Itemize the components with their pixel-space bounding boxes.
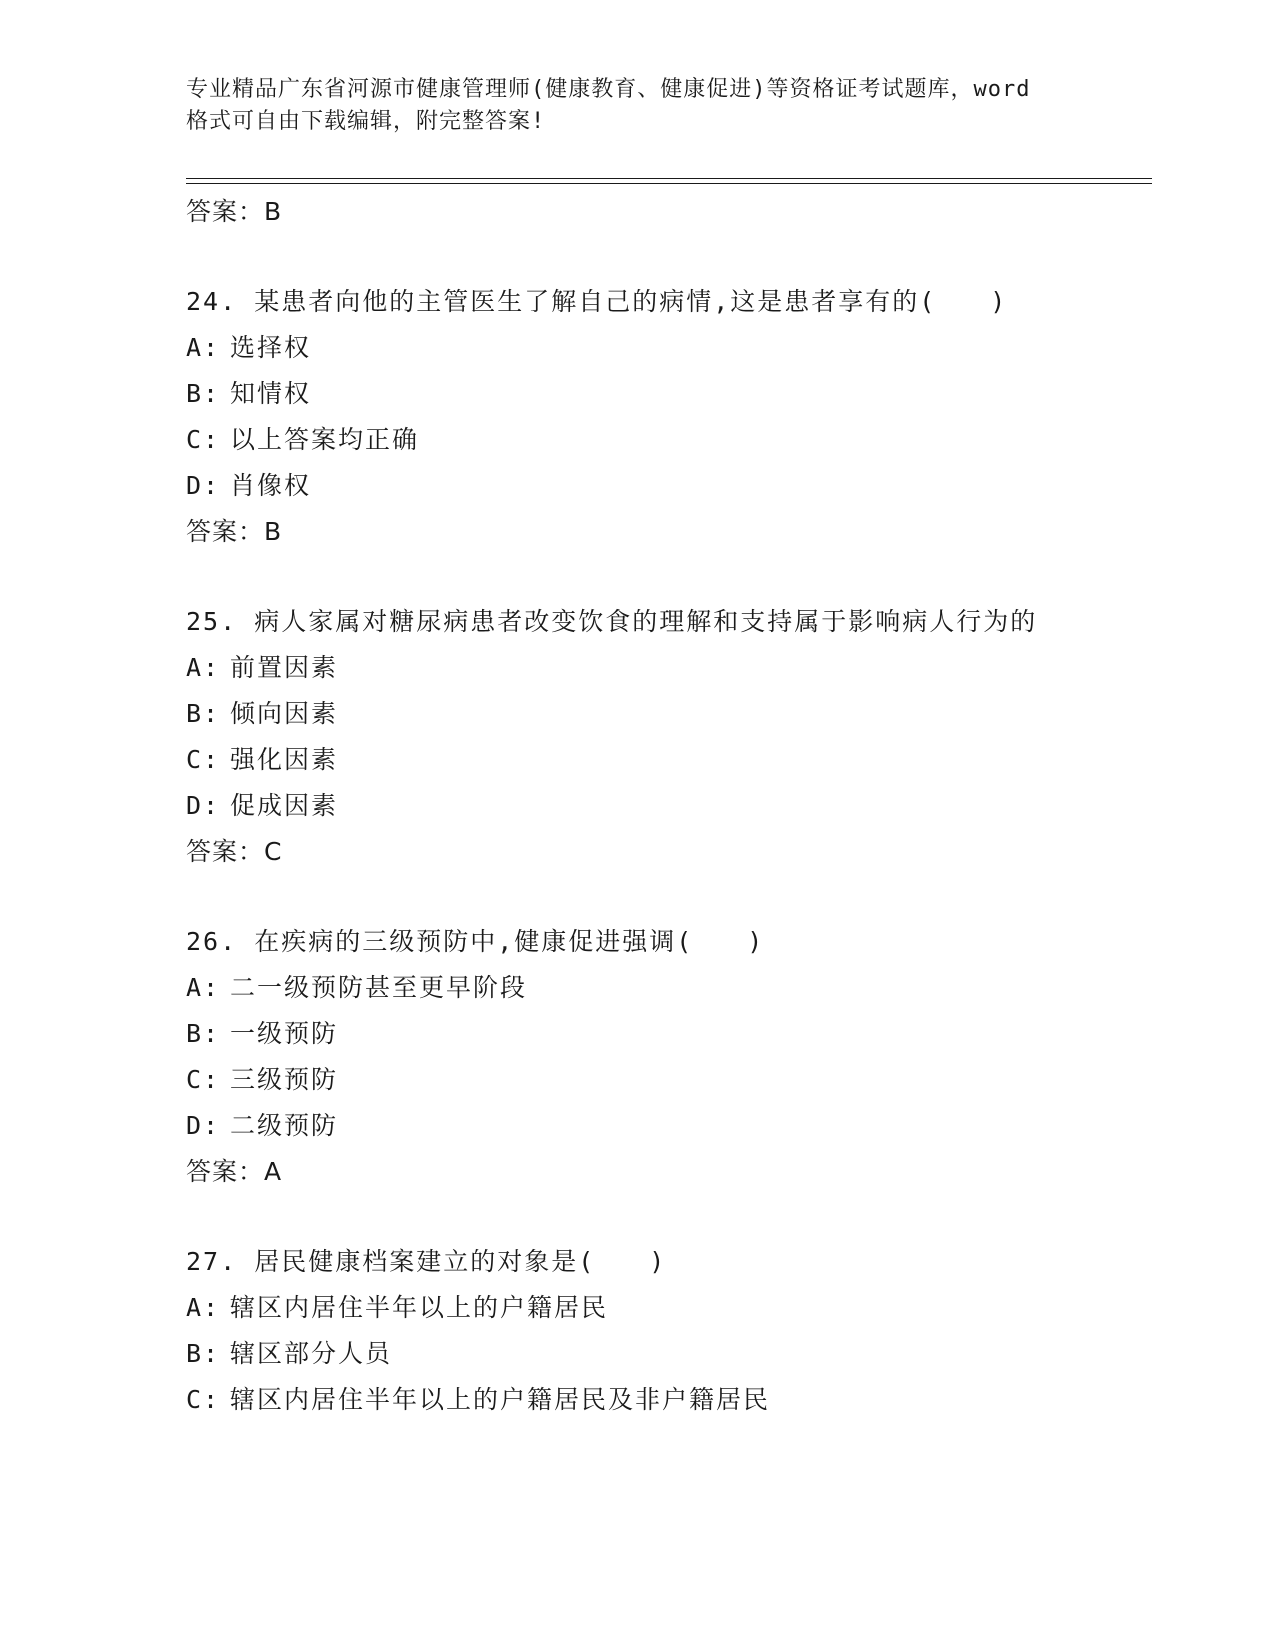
- option-c: [186, 1377, 1086, 1423]
- question-text: 27. 居民健康档案建立的对象是( ): [186, 1247, 667, 1276]
- option-label: D:: [186, 471, 221, 500]
- header-line-1: 专业精品广东省河源市健康管理师(健康教育、健康促进)等资格证考试题库，word: [186, 77, 1031, 102]
- option-b: [186, 371, 1086, 417]
- option-label: C:: [186, 745, 221, 774]
- option-label: B:: [186, 1019, 221, 1048]
- option-text: 三级预防: [230, 1065, 339, 1094]
- option-text: 二级预防: [230, 1111, 339, 1140]
- option-text: 一级预防: [230, 1019, 339, 1048]
- header-divider-bottom: [186, 183, 1152, 184]
- option-text: 辖区部分人员: [230, 1339, 393, 1368]
- question-list: [186, 189, 1086, 1423]
- answer-line: 答案：A: [186, 1157, 283, 1186]
- option-c: [186, 737, 1086, 783]
- option-label: B:: [186, 699, 221, 728]
- option-label: A:: [186, 973, 221, 1002]
- option-b: [186, 1011, 1086, 1057]
- option-text: 以上答案均正确: [230, 425, 420, 454]
- answer-line: 答案：B: [186, 517, 283, 546]
- question-25: [186, 599, 1086, 875]
- answer-line: 答案：C: [186, 837, 283, 866]
- option-a: [186, 325, 1086, 371]
- header-divider-top: [186, 178, 1152, 179]
- question-text: 25. 病人家属对糖尿病患者改变饮食的理解和支持属于影响病人行为的: [186, 607, 1038, 636]
- option-c: [186, 417, 1086, 463]
- option-c: [186, 1057, 1086, 1103]
- option-b: [186, 1331, 1086, 1377]
- option-b: [186, 691, 1086, 737]
- option-text: 肖像权: [230, 471, 312, 500]
- option-label: C:: [186, 1065, 221, 1094]
- question-24: [186, 279, 1086, 555]
- header-line-2: 格式可自由下载编辑，附完整答案!: [186, 109, 546, 134]
- document-header: [186, 74, 1086, 138]
- option-text: 前置因素: [230, 653, 339, 682]
- answer-line: 答案：B: [186, 197, 283, 226]
- option-label: D:: [186, 791, 221, 820]
- option-a: [186, 965, 1086, 1011]
- option-text: 倾向因素: [230, 699, 339, 728]
- option-label: A:: [186, 653, 221, 682]
- option-label: D:: [186, 1111, 221, 1140]
- option-label: A:: [186, 1293, 221, 1322]
- option-label: C:: [186, 1385, 221, 1414]
- option-a: [186, 1285, 1086, 1331]
- option-label: C:: [186, 425, 221, 454]
- option-text: 知情权: [230, 379, 312, 408]
- option-d: [186, 1103, 1086, 1149]
- option-text: 促成因素: [230, 791, 339, 820]
- question-text: 24. 某患者向他的主管医生了解自己的病情,这是患者享有的( ): [186, 287, 1008, 316]
- question-text: 26. 在疾病的三级预防中,健康促进强调( ): [186, 927, 765, 956]
- option-d: [186, 783, 1086, 829]
- question-26: [186, 919, 1086, 1195]
- option-text: 选择权: [230, 333, 312, 362]
- question-27: [186, 1239, 1086, 1423]
- option-a: [186, 645, 1086, 691]
- option-label: B:: [186, 379, 221, 408]
- option-text: 辖区内居住半年以上的户籍居民: [230, 1293, 609, 1322]
- option-text: 二一级预防甚至更早阶段: [230, 973, 528, 1002]
- option-text: 强化因素: [230, 745, 339, 774]
- option-label: B:: [186, 1339, 221, 1368]
- option-d: [186, 463, 1086, 509]
- option-text: 辖区内居住半年以上的户籍居民及非户籍居民: [230, 1385, 771, 1414]
- option-label: A:: [186, 333, 221, 362]
